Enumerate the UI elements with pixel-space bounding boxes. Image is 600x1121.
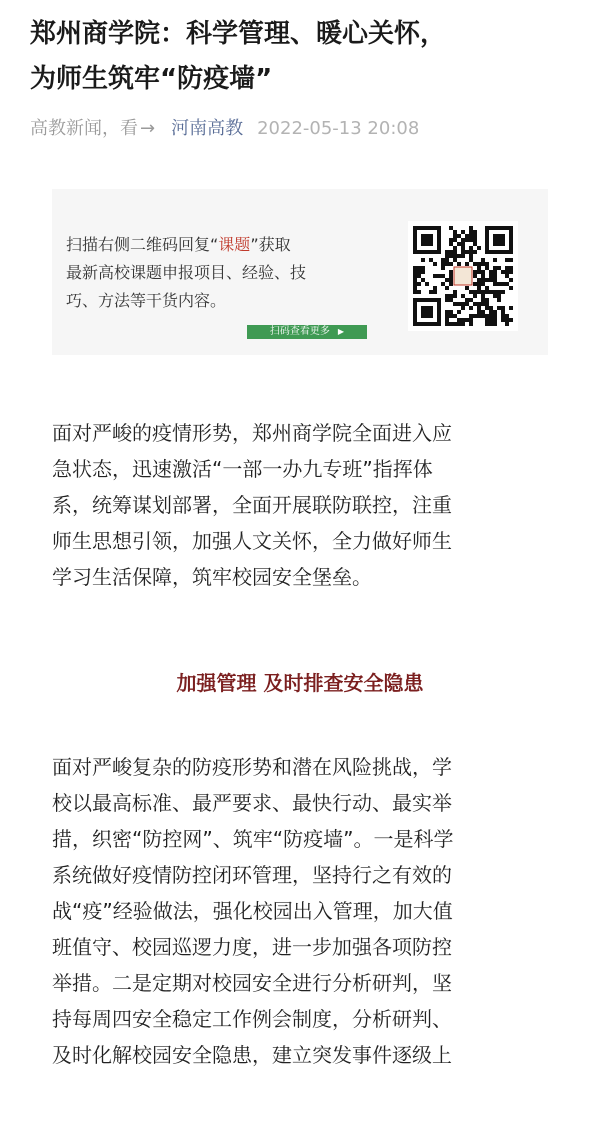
qr-finder-pattern <box>485 226 513 254</box>
source-label: 高教新闻，看 <box>30 118 138 139</box>
article-meta <box>30 116 419 142</box>
paragraph-line: 及时化解校园安全隐患，建立突发事件逐级上 <box>52 1043 452 1067</box>
paragraph-line: 措，织密“防控网”、筑牢“防疫墙”。一是科学 <box>52 827 454 851</box>
paragraph-line: 系，统筹谋划部署，全面开展联防联控，注重 <box>52 493 452 517</box>
paragraph-line: 校以最高标准、最严要求、最快行动、最实举 <box>52 791 452 815</box>
account-name-link[interactable]: 河南高教 <box>171 118 244 139</box>
paragraph-line: 面对严峻复杂的防疫形势和潜在风险挑战，学 <box>52 755 452 779</box>
promo-text <box>66 231 396 315</box>
promo-banner[interactable] <box>52 189 548 355</box>
qr-logo-tile <box>454 267 472 285</box>
qr-finder-pattern <box>413 226 441 254</box>
paragraph-management <box>52 749 552 1073</box>
paragraph-line: 战“疫”经验做法，强化校园出入管理，加大值 <box>52 899 453 923</box>
promo-line-1: 扫描右侧二维码回复“课题”获取 <box>66 235 291 254</box>
paragraph-line: 班值守、校园巡逻力度，进一步加强各项防控 <box>52 935 452 959</box>
paragraph-line: 持每周四安全稳定工作例会制度，分析研判、 <box>52 1007 452 1031</box>
paragraph-line: 师生思想引领，加强人文关怀，全力做好师生 <box>52 529 452 553</box>
paragraph-line: 面对严峻的疫情形势，郑州商学院全面进入应 <box>52 421 452 445</box>
qr-code-graphic <box>408 221 518 331</box>
promo-line-2: 最新高校课题申报项目、经验、技 <box>66 263 307 282</box>
qr-finder-pattern <box>413 298 441 326</box>
arrow-right-icon: → <box>140 118 156 139</box>
paragraph-line: 举措。二是定期对校园安全进行分析研判，坚 <box>52 971 452 995</box>
paragraph-line: 系统做好疫情防控闭环管理，坚持行之有效的 <box>52 863 452 887</box>
paragraph-line: 急状态，迅速激活“一部一办九专班”指挥体 <box>52 457 433 481</box>
paragraph-line: 学习生活保障，筑牢校园安全堡垒。 <box>52 565 372 589</box>
article-title <box>30 12 575 102</box>
scan-more-button[interactable] <box>247 325 367 339</box>
play-arrow-icon: ▶ <box>337 327 345 336</box>
paragraph-intro <box>52 415 552 595</box>
scan-more-label: 扫码查看更多 <box>269 326 330 337</box>
publish-date: 2022-05-13 20:08 <box>257 118 420 139</box>
article-title-line: 为师生筑牢“防疫墙” <box>30 64 273 94</box>
article-title-line: 郑州商学院：科学管理、暖心关怀， <box>30 19 447 49</box>
promo-keyword: 课题 <box>218 235 251 254</box>
section-heading: 加强管理 及时排查安全隐患 <box>176 671 424 695</box>
promo-line-3: 巧、方法等干货内容。 <box>66 291 227 310</box>
qr-code-icon[interactable] <box>408 221 518 331</box>
